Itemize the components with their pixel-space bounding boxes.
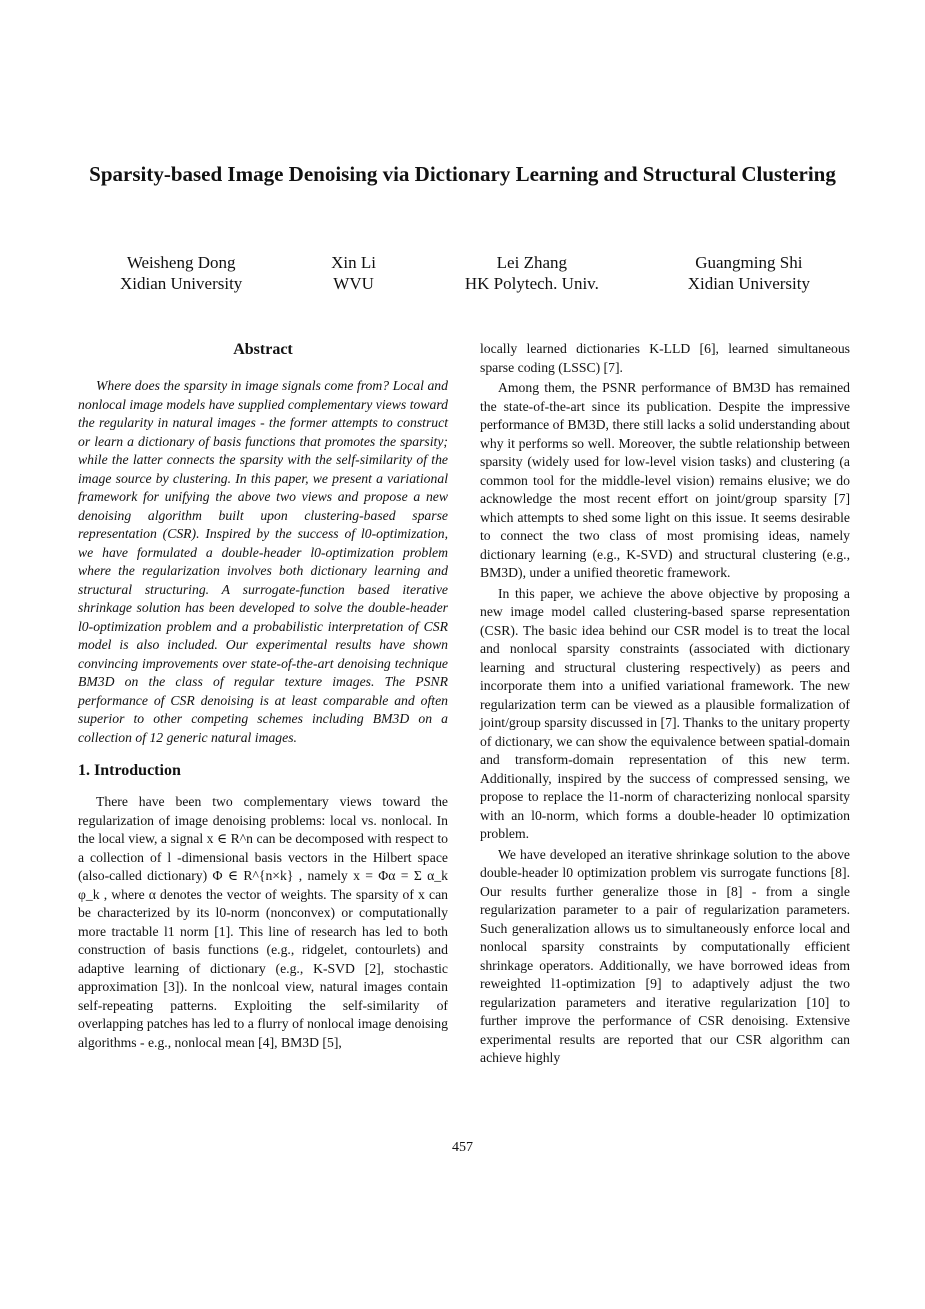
author-2 bbox=[331, 252, 376, 294]
left-column bbox=[78, 340, 448, 1052]
intro-paragraph: There have been two complementary views toward the regularization of image denoising problems: local vs. nonlocal. In the local view, a signal x ∈ R^n can be decomposed with respect to a collection of l -dimensional basis vectors in the Hilbert space (also-called dictionary) Φ ∈ R^{n×k} , namely x = Φα = Σ α_k φ_k , where α denotes the vector of weights. The sparsity of x can be characterized by its l0-norm (nonconvex) or computationally more tractable l1 norm [1]. This line of research has led to both construction of basis functions (e.g., ridgelet, contourlets) and adaptive learning of dictionary (e.g., K-SVD [2], stochastic approximation [3]). In the nonlcoal view, natural images contain self-repeating patterns. Exploiting the self-similarity of overlapping patches has led to a flurry of nonlocal image denoising algorithms - e.g., nonlocal mean [4], BM3D [5], bbox=[78, 794, 448, 1050]
author-list bbox=[120, 252, 810, 294]
author-affiliation: Xidian University bbox=[687, 274, 810, 293]
author-affiliation: Xidian University bbox=[120, 274, 243, 293]
author-3 bbox=[465, 252, 599, 294]
abstract-heading: Abstract bbox=[233, 341, 293, 358]
author-name: Xin Li bbox=[331, 253, 377, 272]
abstract-text: Where does the sparsity in image signals come from? Local and nonlocal image models have supplied complementary views toward the regularity in natural images - the former attempts to construct or learn a dictionary of basis functions that promotes the sparsity; while the latter connects the sparsity with the self-similarity of the image source by clustering. In this paper, we present a variational framework for unifying the above two views and propose a new denoising algorithm built upon clustering-based sparse representation (CSR). Inspired by the success of l0-optimization, we have formulated a double-header l0-optimization problem where the regularization involves both dictionary learning and structural structuring. A surrogate-function based iterative shrinkage solution has been developed to solve the double-header l0-optimization problem and a probabilistic interpretation of CSR model is also included. Our experimental results have shown convincing improvements over state-of-the-art denoising technique BM3D on the class of regular texture images. The PSNR performance of CSR denoising is at least comparable and often superior to other competing schemes including BM3D on a collection of 12 generic natural images. bbox=[78, 378, 448, 745]
author-name: Guangming Shi bbox=[695, 253, 803, 272]
right-column bbox=[480, 340, 850, 1068]
author-1 bbox=[120, 252, 242, 294]
author-affiliation: WVU bbox=[333, 274, 374, 293]
author-affiliation: HK Polytech. Univ. bbox=[464, 274, 599, 293]
author-4 bbox=[688, 252, 810, 294]
intro-paragraph-shrinkage: We have developed an iterative shrinkage solution to the above double-header l0 optimization problem vis surrogate functions [8]. Our results further generalize those in [8] - from a single regularization parameter to a pair of regularization parameters. Such generalization allows us to simultaneously enforce local and nonlocal sparsity constraints by computationally efficient shrinkage operators. Additionally, we have borrowed ideas from reweighted l1-optimization [9] to adaptively adjust the two regularization parameters and iterative regularization [10] to further improve the performance of CSR denoising. Extensive experimental results are reported that our CSR algorithm can achieve highly bbox=[480, 846, 850, 1065]
page-number: 457 bbox=[452, 1140, 473, 1155]
section-heading-introduction: 1. Introduction bbox=[78, 762, 181, 779]
paper-title: Sparsity-based Image Denoising via Dictionary Learning and Structural Clustering bbox=[89, 162, 836, 186]
intro-paragraph-csr: In this paper, we achieve the above objective by proposing a new image model called clustering-based sparse representation (CSR). The basic idea behind our CSR model is to treat the local and nonlocal sparsity constraints (associated with dictionary learning and structural clustering respectively) as peers and incorporate them into a unified variational framework. The new regularization term can be viewed as a plausible formalization of joint/group sparsity discussed in [7]. Thanks to the unitary property of dictionary, we can show the equivalence between spatial-domain and transform-domain representation of this new term. Additionally, inspired by the success of compressed sensing, we propose to replace the l1-norm of characterizing nonlocal sparsity with an l0-norm, which forms a double-header l0 optimization problem. bbox=[480, 585, 850, 841]
intro-paragraph-bm3d: Among them, the PSNR performance of BM3D has remained the state-of-the-art since its publication. Despite the impressive performance of BM3D, there still lacks a solid understanding about why it performs so well. Moreover, the subtle relationship between sparsity (widely used for low-level vision tasks) and clustering (a common tool for the middle-level vision) remains elusive; we do acknowledge the most recent effort on joint/group sparsity [7] which attempts to shed some light on this issue. It seems desirable to connect the two class of most promising ideas, namely dictionary learning (e.g., K-SVD) and structural clustering (e.g., BM3D), under a unified theoretic framework. bbox=[480, 380, 850, 580]
author-name: Weisheng Dong bbox=[126, 253, 236, 272]
author-name: Lei Zhang bbox=[496, 253, 568, 272]
intro-paragraph-continued: locally learned dictionaries K-LLD [6], learned simultaneous sparse coding (LSSC) [7]. bbox=[480, 341, 850, 375]
